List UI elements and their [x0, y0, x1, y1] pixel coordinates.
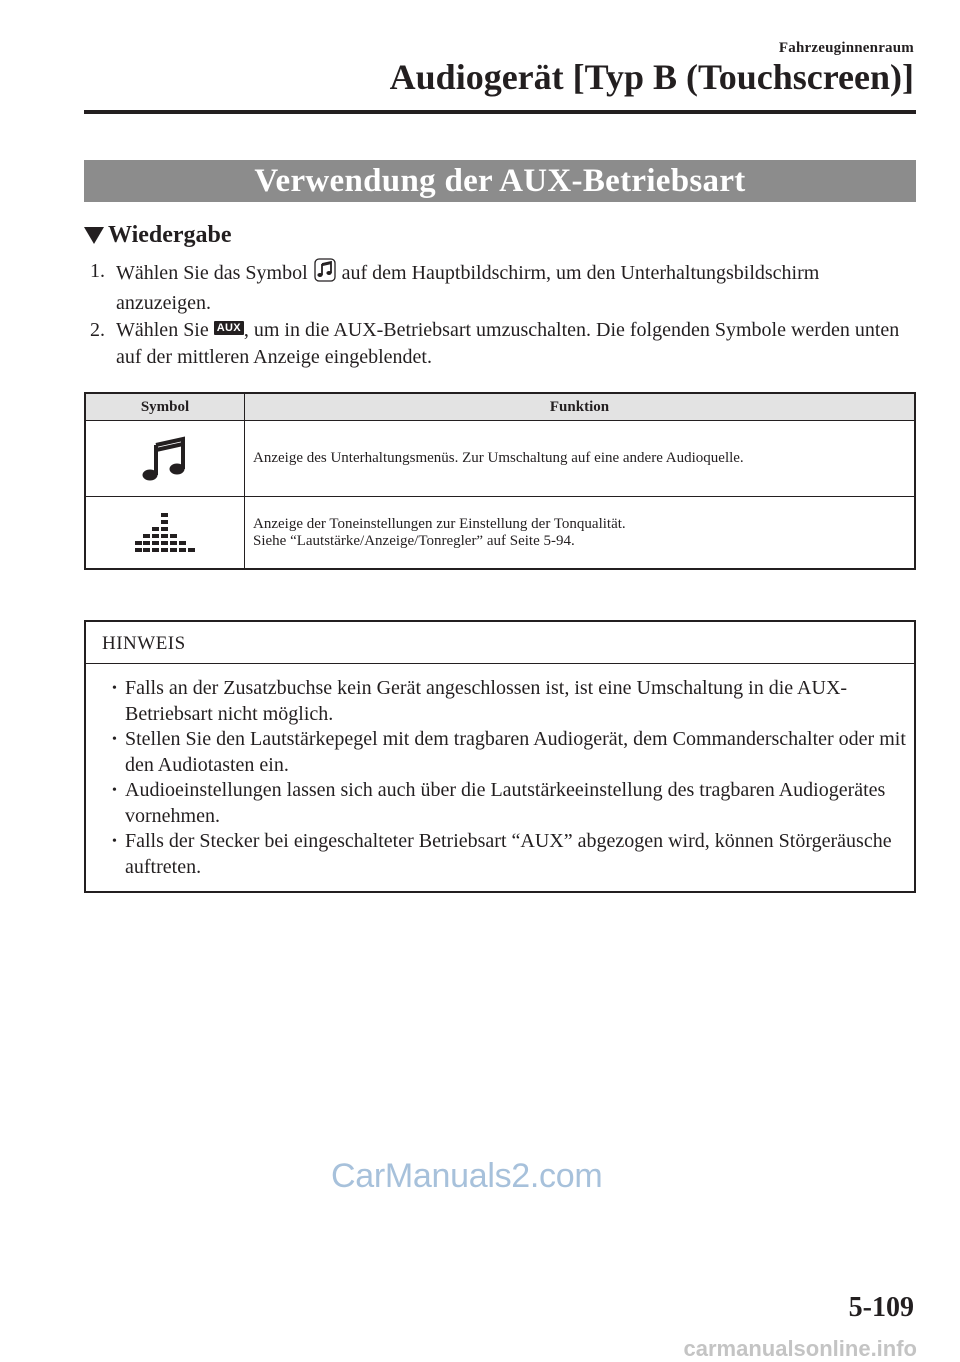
note-item	[112, 727, 914, 778]
chapter-title: Audiogerät [Typ B (Touchscreen)]	[389, 57, 914, 97]
header-rule	[84, 110, 916, 114]
section-kicker: Fahrzeuginnenraum	[778, 40, 914, 56]
note-item-text: Stellen Sie den Lautstärkepegel mit dem tragbaren Audiogerät, dem Commanderschalter oder mit den Audiotasten ein.	[125, 728, 906, 776]
step-item	[90, 258, 916, 317]
bullet-icon: •	[112, 732, 117, 747]
note-item	[112, 778, 914, 829]
triangle-marker-icon	[84, 227, 104, 244]
note-item	[112, 676, 914, 727]
step-item	[90, 317, 916, 371]
bullet-icon: •	[112, 834, 117, 849]
step-number: 1.	[90, 260, 105, 282]
symbol-cell	[85, 497, 245, 570]
symbol-function-table	[84, 392, 916, 570]
footer-site: carmanualsonline.info	[683, 1336, 917, 1361]
table-header-function: Funktion	[245, 393, 916, 421]
music-note-icon	[139, 435, 191, 483]
table-header-symbol: Symbol	[85, 393, 245, 421]
subheading	[84, 222, 232, 249]
page-number: 5-109	[848, 1292, 914, 1323]
music-note-icon	[313, 258, 337, 290]
note-list	[86, 664, 914, 880]
section-banner: Verwendung der AUX-Betriebsart	[84, 160, 916, 202]
bullet-icon: •	[112, 681, 117, 696]
note-item-text: Falls der Stecker bei eingeschalteter Betriebsart “AUX” abgezogen wird, können Störgeräusche auftreten.	[125, 830, 892, 878]
note-item	[112, 829, 914, 880]
table-row	[85, 497, 915, 570]
function-cell: Anzeige des Unterhaltungsmenüs. Zur Umschaltung auf eine andere Audioquelle.	[245, 421, 916, 497]
aux-button-icon: AUX	[214, 321, 244, 335]
note-item-text: Audioeinstellungen lassen sich auch über die Lautstärkeeinstellung des tragbaren Audiogerätes vornehmen.	[125, 779, 886, 827]
steps-list	[90, 258, 916, 371]
function-line: Anzeige der Toneinstellungen zur Einstellung der Tonqualität.	[253, 515, 626, 532]
symbol-cell	[85, 421, 245, 497]
subheading-text: Wiedergabe	[108, 222, 232, 248]
equalizer-icon	[135, 511, 195, 555]
note-box	[84, 620, 916, 893]
bullet-icon: •	[112, 783, 117, 798]
step-text-after: , um in die AUX-Betriebsart umzuschalten. Die folgenden Symbole werden unten auf der mittleren Anzeige eingeblendet.	[116, 319, 900, 368]
function-cell	[245, 497, 916, 570]
step-text-before: Wählen Sie das Symbol	[116, 262, 308, 284]
note-item-text: Falls an der Zusatzbuchse kein Gerät angeschlossen ist, ist eine Umschaltung in die AUX-Betriebsart nicht möglich.	[125, 677, 848, 725]
step-text-before: Wählen Sie	[116, 319, 214, 341]
step-text-after: auf dem Hauptbildschirm, um den Unterhaltungsbildschirm anzuzeigen.	[116, 262, 820, 314]
function-line: Siehe “Lautstärke/Anzeige/Tonregler” auf Seite 5-94.	[253, 532, 575, 549]
note-title: HINWEIS	[86, 622, 914, 664]
table-row	[85, 421, 915, 497]
watermark: CarManuals2.com	[331, 1157, 603, 1195]
step-number: 2.	[90, 319, 105, 341]
